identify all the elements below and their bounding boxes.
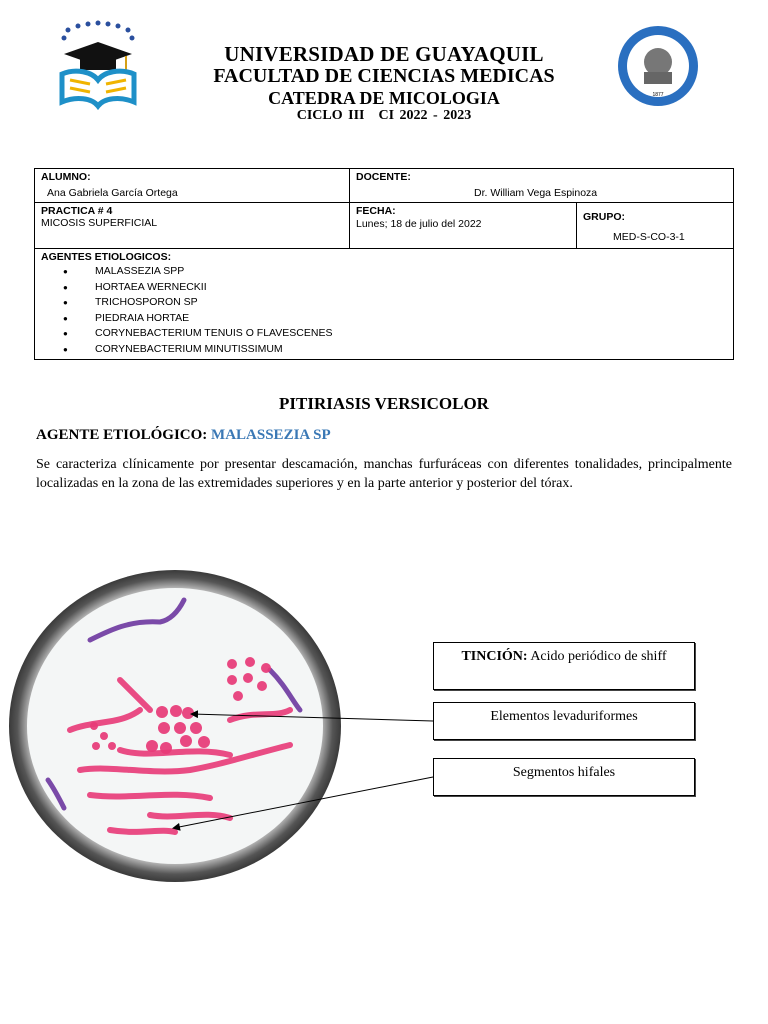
seal-year: 1877 bbox=[652, 92, 664, 98]
group-value: MED-S-CO-3-1 bbox=[613, 231, 685, 243]
faculty-name: FACULTAD DE CIENCIAS MEDICAS bbox=[213, 65, 555, 87]
agents-label: AGENTES ETIOLOGICOS: bbox=[41, 251, 172, 263]
agent-label: AGENTE ETIOLÓGICO: bbox=[36, 427, 208, 443]
hyphae-label: Segmentos hifales bbox=[512, 765, 616, 780]
agent-value: MALASSEZIA SP bbox=[211, 427, 331, 443]
stain-label-box bbox=[433, 642, 695, 690]
period: CI 2022 - 2023 bbox=[378, 108, 472, 123]
cycle-line bbox=[0, 108, 768, 124]
yeast-label-box bbox=[433, 702, 695, 740]
student-info-table bbox=[34, 168, 734, 360]
teacher-cell bbox=[350, 169, 734, 203]
date-value: Lunes; 18 de julio del 2022 bbox=[356, 218, 482, 230]
student-cell bbox=[35, 169, 350, 203]
yeast-label: Elementos levaduriformes bbox=[490, 709, 638, 724]
teacher-name: Dr. William Vega Espinoza bbox=[474, 187, 598, 199]
practice-name: MICOSIS SUPERFICIAL bbox=[41, 217, 158, 229]
agent-item: ● HORTAEA WERNECKII bbox=[41, 280, 727, 296]
stain-label: TINCIÓN: bbox=[461, 649, 528, 664]
student-name: Ana Gabriela García Ortega bbox=[47, 187, 178, 199]
teacher-label: DOCENTE: bbox=[356, 171, 411, 183]
student-label: ALUMNO: bbox=[41, 171, 91, 183]
practice-cell bbox=[35, 203, 350, 249]
section-title: PITIRIASIS VERSICOLOR bbox=[279, 394, 489, 413]
group-label: GRUPO: bbox=[583, 211, 625, 223]
agents-cell bbox=[35, 249, 734, 360]
agent-item: ● PIEDRAIA HORTAE bbox=[41, 311, 727, 327]
agent-item: ● CORYNEBACTERIUM MINUTISSIMUM bbox=[41, 342, 727, 358]
agents-list bbox=[41, 264, 727, 357]
date-cell bbox=[350, 203, 577, 249]
hyphae-label-box bbox=[433, 758, 695, 796]
chair-name: CATEDRA DE MICOLOGIA bbox=[268, 88, 500, 108]
petri-dish-photo bbox=[0, 560, 420, 890]
etiologic-agent-line bbox=[36, 427, 331, 444]
description-paragraph: Se caracteriza clínicamente por presentar descamación, manchas furfuráceas con diferentes tonalidades, principalmente localizadas en la zona de las extremidades superiores y en la parte anterior y posterior del tórax. bbox=[36, 457, 732, 491]
group-cell bbox=[577, 203, 734, 249]
agent-item: ● TRICHOSPORON SP bbox=[41, 295, 727, 311]
stain-value: Acido periódico de shiff bbox=[530, 649, 667, 664]
university-name: UNIVERSIDAD DE GUAYAQUIL bbox=[224, 42, 544, 66]
date-label: FECHA: bbox=[356, 205, 396, 217]
cycle: CICLO III bbox=[296, 108, 365, 123]
agent-item: ● CORYNEBACTERIUM TENUIS O FLAVESCENES bbox=[41, 326, 727, 342]
practice-label: PRACTICA # 4 bbox=[41, 205, 113, 217]
agent-item: ● MALASSEZIA SPP bbox=[41, 264, 727, 280]
